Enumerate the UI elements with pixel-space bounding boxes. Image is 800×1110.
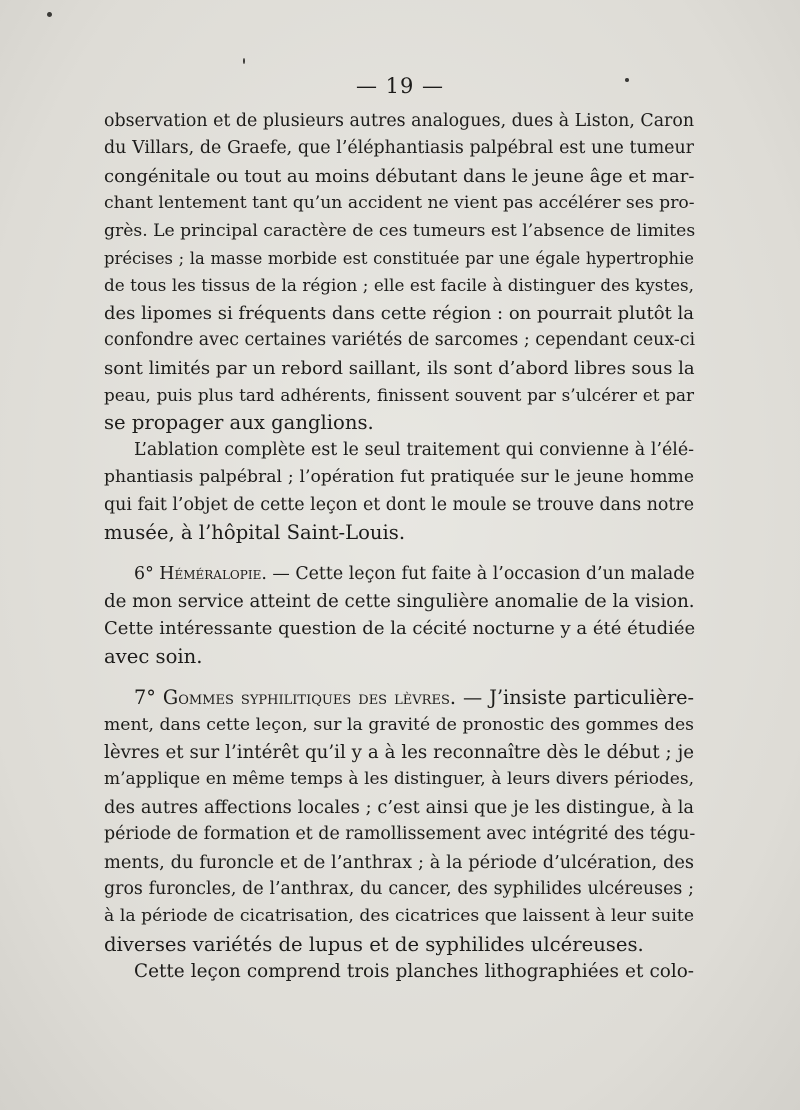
text-line: lèvres et sur l’intérêt qu’il y a à les reconnaître dès le début ; je: [104, 741, 694, 763]
text-line: phantiasis palpébral ; l’opération fut pratiquée sur le jeune homme: [104, 467, 694, 488]
text-line: Cette leçon comprend trois planches lithographiées et colo-: [134, 961, 694, 983]
body-text: [104, 108, 694, 986]
text-line: précises ; la masse morbide est constituée par une égale hypertrophie: [104, 249, 694, 269]
paragraph-hemeralopie: [104, 561, 694, 671]
print-speck: [47, 12, 52, 17]
text-line: de tous les tissus de la région ; elle est facile à distinguer des kystes,: [104, 275, 694, 296]
text-line: des lipomes si fréquents dans cette région : on pourrait plutôt la: [104, 302, 694, 324]
text-line: [104, 684, 694, 711]
text-line: avec soin.: [104, 644, 203, 668]
text-line: gros furoncles, de l’anthrax, du cancer, des syphilides ulcéreuses ;: [104, 878, 694, 899]
text-line: peau, puis plus tard adhérents, finissent souvent par s’ulcérer et par: [104, 385, 694, 406]
text-line: observation et de plusieurs autres analogues, dues à Liston, Caron: [104, 111, 695, 131]
paragraph-continuation: [104, 108, 694, 437]
paragraph-gap: [104, 547, 694, 561]
text-line: diverses variétés de lupus et de syphilides ulcéreuses.: [104, 932, 644, 956]
paragraph-gap: [104, 670, 694, 684]
text-line: musée, à l’hôpital Saint-Louis.: [104, 521, 406, 545]
text-line: Cette intéressante question de la cécité nocturne y a été étudiée: [104, 618, 696, 640]
section-heading: 7° Gommes syphilitiques des lèvres.: [134, 686, 456, 710]
text-fragment: — J’insiste particulière-: [463, 686, 694, 710]
paragraph-planches: [104, 958, 694, 985]
text-line: des autres affections locales ; c’est ainsi que je les distingue, à la: [104, 796, 694, 818]
text-line: du Villars, de Graefe, que l’éléphantiasis palpébral est une tumeur: [104, 138, 694, 159]
text-fragment: — Cette leçon fut faite à l’occasion d’un malade: [272, 563, 695, 584]
text-line: m’applique en même temps à les distinguer, à leurs divers périodes,: [104, 769, 694, 790]
section-heading: 6° Héméralopie.: [134, 563, 267, 584]
text-line: à la période de cicatrisation, des cicatrices que laissent à leur suite: [104, 906, 694, 927]
text-line: ments, du furoncle et de l’anthrax ; à la période d’ulcération, des: [104, 851, 694, 873]
text-line: L’ablation complète est le seul traitement qui convienne à l’élé-: [134, 439, 694, 460]
text-line: sont limités par un rebord saillant, ils sont d’abord libres sous la: [104, 357, 695, 379]
text-line: ment, dans cette leçon, sur la gravité de pronostic des gommes des: [104, 714, 694, 735]
text-line: qui fait l’objet de cette leçon et dont le moule se trouve dans notre: [104, 494, 694, 515]
text-line: confondre avec certaines variétés de sarcomes ; cependant ceux-ci: [104, 330, 696, 351]
text-line: de mon service atteint de cette singulière anomalie de la vision.: [104, 590, 695, 612]
text-line: chant lentement tant qu’un accident ne vient pas accélérer ses pro-: [104, 193, 695, 214]
text-line: [104, 561, 694, 588]
text-line: se propager aux ganglions.: [104, 411, 374, 435]
text-line: période de formation et de ramollissement avec intégrité des tégu-: [104, 824, 696, 845]
paragraph-gommes: [104, 684, 694, 958]
text-line: congénitale ou tout au moins débutant dans le jeune âge et mar-: [104, 165, 695, 187]
print-speck: [243, 58, 245, 64]
page-number: — 19 —: [355, 74, 445, 98]
text-line: grès. Le principal caractère de ces tumeurs est l’absence de limites: [104, 220, 696, 241]
paragraph-ablation: [104, 437, 694, 547]
